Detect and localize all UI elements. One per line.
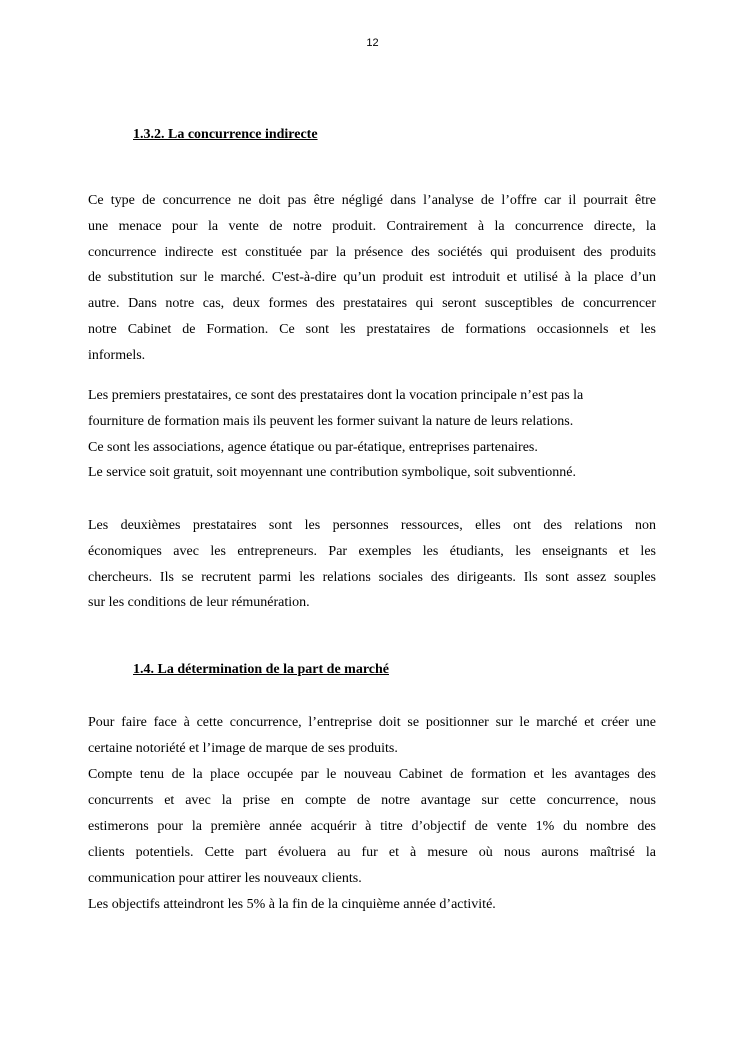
paragraph-indirect-competition-intro	[88, 188, 656, 369]
text-line: autre. Dans notre cas, deux formes des prestataires qui seront susceptibles de concurrencer	[88, 296, 656, 312]
paragraph-market-positioning	[88, 710, 656, 762]
text-line: Les objectifs atteindront les 5% à la fin de la cinquième année d’activité.	[88, 897, 496, 912]
text-line: clients potentiels. Cette part évoluera au fur et à mesure où nous aurons maîtrisé la	[88, 845, 656, 860]
page-number: 12	[366, 37, 379, 49]
text-line: fourniture de formation mais ils peuvent les former suivant la nature de leurs relations.	[88, 413, 574, 429]
text-line: économiques avec les entrepreneurs. Par exemples les étudiants, les enseignants et les	[88, 543, 656, 559]
paragraph-sales-objective	[88, 762, 656, 892]
paragraph-second-providers	[88, 513, 656, 616]
text-line: communication pour attirer les nouveaux clients.	[88, 871, 362, 886]
text-line: Les deuxièmes prestataires sont les personnes ressources, elles ont des relations non	[88, 518, 656, 533]
section-heading-indirect-competition: 1.3.2. La concurrence indirecte	[133, 127, 318, 142]
text-line: notre Cabinet de Formation. Ce sont les prestataires de formations occasionnels et les	[88, 321, 656, 337]
text-line: Pour faire face à cette concurrence, l’entreprise doit se positionner sur le marché et créer une	[88, 715, 656, 730]
text-line: Compte tenu de la place occupée par le nouveau Cabinet de formation et les avantages des	[88, 767, 656, 782]
text-line: Ce sont les associations, agence étatique ou par-étatique, entreprises partenaires.	[88, 439, 538, 455]
paragraph-first-providers	[88, 383, 656, 486]
text-line: Le service soit gratuit, soit moyennant une contribution symbolique, soit subventionné.	[88, 465, 576, 481]
text-line: chercheurs. Ils se recrutent parmi les relations sociales des dirigeants. Ils sont assez souples	[88, 569, 656, 585]
paragraph-five-year-objective	[88, 892, 656, 918]
text-line: concurrents et avec la prise en compte de notre avantage sur cette concurrence, nous	[88, 793, 656, 808]
text-line: une menace pour la vente de notre produit. Contrairement à la concurrence directe, la	[88, 218, 656, 234]
text-line: de substitution sur le marché. C'est-à-dire qu’un produit est introduit et utilisé à la place d’un	[88, 270, 656, 286]
text-line: Ce type de concurrence ne doit pas être négligé dans l’analyse de l’offre car il pourrait être	[88, 193, 656, 208]
text-line: estimerons pour la première année acquérir à titre d’objectif de vente 1% du nombre des	[88, 819, 656, 834]
text-line: sur les conditions de leur rémunération.	[88, 595, 310, 611]
text-line: informels.	[88, 347, 146, 363]
text-line: concurrence indirecte est constituée par la présence des sociétés qui produisent des produits	[88, 244, 656, 260]
section-heading-market-share: 1.4. La détermination de la part de marché	[133, 662, 389, 677]
text-line: Les premiers prestataires, ce sont des prestataires dont la vocation principale n’est pas la	[88, 388, 584, 403]
text-line: certaine notoriété et l’image de marque de ses produits.	[88, 741, 398, 756]
